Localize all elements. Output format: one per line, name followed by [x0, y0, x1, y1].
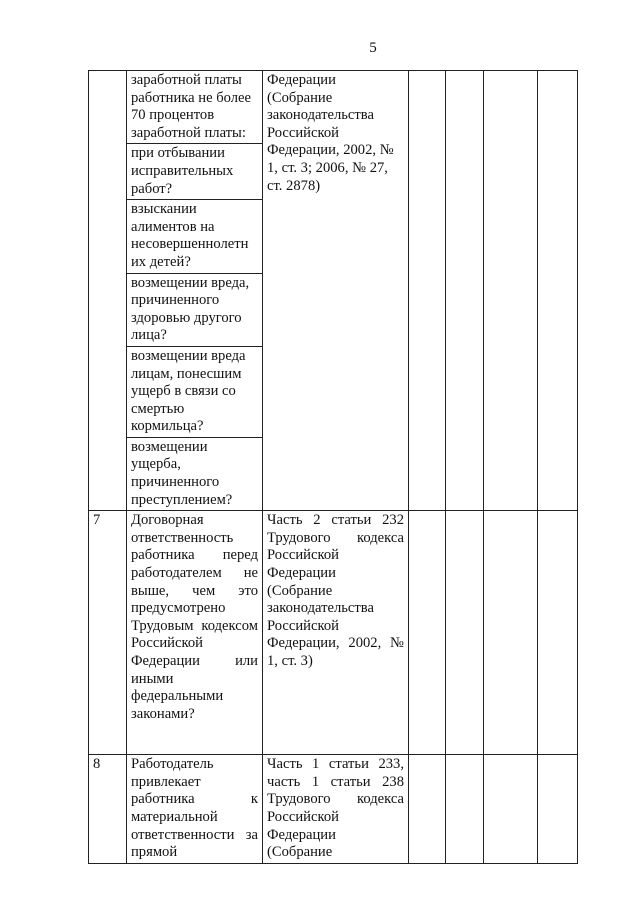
page-number: 5: [369, 40, 377, 56]
reference-cell: [263, 71, 409, 511]
reference-cell: [263, 511, 409, 755]
question-text: взыскании алиментов на несовершеннолетн их детей?: [131, 201, 249, 270]
question-text: возмещении ущерба, причиненного преступлением?: [131, 438, 233, 508]
answer-cell-note: [538, 71, 578, 511]
answer-cell-no: [446, 511, 484, 755]
table-row: [89, 755, 578, 864]
question-text: Договорная ответственность работника перед работодателем не выше, чем это предусмотрено Трудовым кодексом Российской Федерации или иными федеральными законами?: [131, 512, 258, 722]
answer-cell-na: [484, 511, 538, 755]
answer-cell-note: [538, 511, 578, 755]
answer-cell-na: [484, 755, 538, 864]
question-cell: [127, 144, 263, 200]
question-cell: [127, 346, 263, 437]
question-cell: [127, 200, 263, 273]
reference-cell: [263, 755, 409, 864]
question-cell: [127, 273, 263, 346]
answer-cell-no: [446, 71, 484, 511]
checklist-table: [88, 70, 578, 864]
answer-cell-no: [446, 755, 484, 864]
row-number: 7: [89, 511, 127, 755]
answer-cell-yes: [409, 755, 446, 864]
question-text: возмещении вреда, причиненного здоровью другого лица?: [131, 274, 250, 344]
table-row: [89, 71, 578, 144]
reference-text: Федерации (Собрание законодательства Российской Федерации, 2002, № 1, ст. 3; 2006, № 27, ст. 2878): [267, 72, 394, 194]
reference-text: Часть 2 статьи 232 Трудового кодекса Российской Федерации (Собрание законодательства Российской Федерации, 2002, № 1, ст. 3): [267, 512, 404, 669]
question-cell: [127, 71, 263, 144]
question-cell: [127, 511, 263, 755]
question-text: при отбывании исправительных работ?: [131, 145, 234, 197]
question-cell: [127, 755, 263, 864]
question-text: Работодатель привлекает работника к материальной ответственности за прямой: [131, 756, 258, 861]
row-number: 8: [89, 755, 127, 864]
question-text: заработной платы работника не более 70 процентов заработной платы:: [131, 72, 251, 141]
table-row: [89, 511, 578, 755]
answer-cell-yes: [409, 511, 446, 755]
question-text: возмещении вреда лицам, понесшим ущерб в связи со смертью кормильца?: [131, 347, 246, 435]
answer-cell-note: [538, 755, 578, 864]
reference-text: Часть 1 статьи 233, часть 1 статьи 238 Трудового кодекса Российской Федерации (Собрание: [267, 756, 404, 861]
answer-cell-yes: [409, 71, 446, 511]
answer-cell-na: [484, 71, 538, 511]
row-number: [89, 71, 127, 511]
question-cell: [127, 437, 263, 510]
